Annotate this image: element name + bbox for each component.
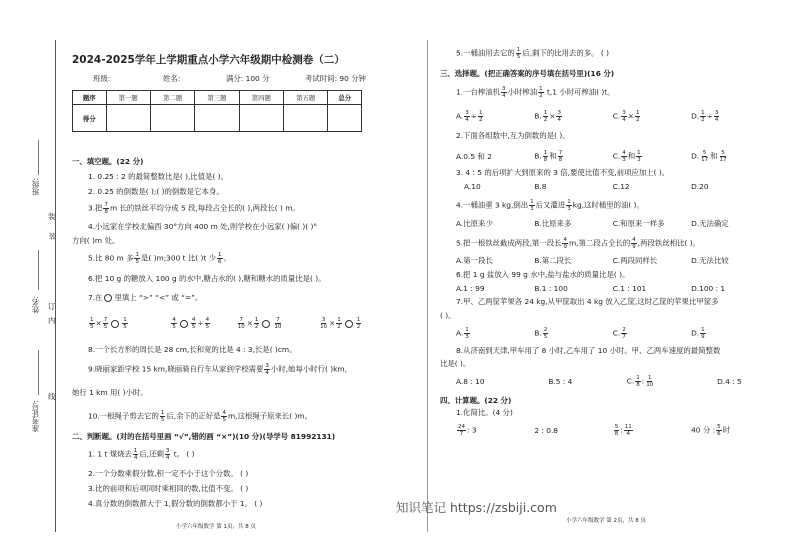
option-c[interactable]: C. $\frac{4}{3}$ 和 $\frac{1}{3}$: [612, 150, 641, 163]
option-a[interactable]: A.8 : 10: [456, 376, 485, 386]
option-c[interactable]: C.12: [612, 182, 630, 191]
option-b[interactable]: B.5 : 4: [548, 376, 573, 386]
circle-icon: [104, 294, 112, 302]
choice-3: 3. 4 : 5 的后项扩大到原来的 3 倍,要使比值不变,前项应加上( )。: [456, 168, 670, 177]
section-choice: 三、选择题。(把正确答案的序号填在括号里)(16 分): [440, 69, 615, 78]
option-a[interactable]: A.1 : 99: [456, 284, 485, 293]
score-table: [72, 90, 362, 132]
info-class: 班级:: [93, 74, 111, 83]
option-d[interactable]: D.无法比较: [691, 256, 729, 265]
compare-circle[interactable]: [180, 320, 188, 328]
choice-2-options: [456, 150, 751, 163]
choice-3-options: [464, 182, 741, 191]
compare-circle[interactable]: [262, 320, 270, 328]
choice-6: 6.把 1 g 盐放入 99 g 水中,盐与盐水的质量比是( )。: [456, 270, 630, 279]
choice-7: 7.甲、乙两筐苹果各 24 kg,从甲筐取出 4 kg 放入乙筐,这时乙筐的苹果比甲筐多: [456, 297, 719, 306]
binding-blank-2: [38, 250, 39, 290]
question-10: 10.一根绳子剪去它的 $\frac{1}{5}$ 后,余下的正好是 $\frac{4}{5}$ m,这根绳子原来长( )m。: [88, 410, 312, 423]
info-time: 考试时间: 90 分钟: [305, 74, 366, 83]
choice-1-options: [456, 110, 751, 123]
option-a[interactable]: A.0.5 和 2: [456, 151, 492, 161]
question-6: 6.把 10 g 的糖放入 100 g 的水中,糖占水的( ),糖和糖水的质量比是( )。: [88, 274, 326, 283]
option-b[interactable]: B. $\frac{1}{8}$ 和 $\frac{7}{8}$: [534, 150, 563, 163]
binding-mark-nei: 内: [48, 316, 56, 325]
table-cell: 第三题: [195, 91, 239, 105]
question-2: 2. 0.25 的倒数是( );( )的倒数是它本身。: [88, 187, 224, 196]
choice-1: 1.一台榨油机 $\frac{3}{4}$ 小时榨油 $\frac{1}{2}$ t,1 小时可榨油( )t。: [456, 86, 615, 99]
choice-7-cont: ( )。: [440, 311, 456, 320]
binding-mark-zhuang: 装: [48, 212, 56, 221]
footer-page-2: 小学六年级数学 第 2页，共 8 页: [566, 518, 646, 524]
option-d[interactable]: D.20: [691, 182, 709, 191]
question-7: 7.在 里填上 “>” “<” 或 “=”。: [88, 293, 203, 302]
option-b[interactable]: B.第二段长: [534, 256, 572, 265]
table-cell: 得分: [73, 105, 107, 132]
question-1: 1. 0.25 : 2 的最简整数比是( ),比值是( )。: [88, 172, 228, 181]
option-b[interactable]: B. $\frac{1}{2}$ × $\frac{3}{4}$: [534, 110, 561, 123]
option-a[interactable]: A.10: [464, 182, 481, 191]
option-d[interactable]: D.无法确定: [691, 219, 729, 228]
binding-name: 姓名:: [31, 296, 40, 314]
judge-5: 5.一桶油用去它的 $\frac{1}{5}$ 后,剩下的比用去的多。 ( ): [456, 47, 610, 60]
table-cell: 题序: [73, 91, 107, 105]
option-c[interactable]: C. $\frac{1}{8}$ : $\frac{1}{10}$: [626, 375, 654, 388]
binding-mark-ding: 订: [48, 302, 56, 311]
compare-circle[interactable]: [345, 320, 353, 328]
question-8: 8.一个长方形的周长是 28 cm,长和宽的比是 4 : 3,长是( )cm。: [88, 345, 297, 354]
binding-marks: 装: [48, 232, 57, 240]
binding-blank-3: [38, 350, 39, 395]
score-entry[interactable]: [239, 105, 283, 132]
option-a[interactable]: A. $\frac{1}{3}$: [456, 327, 469, 340]
option-d[interactable]: D.100 : 1: [691, 284, 726, 293]
option-b[interactable]: B.8: [534, 182, 547, 191]
binding-line: [55, 40, 56, 532]
table-cell: 第四题: [239, 91, 283, 105]
option-d[interactable]: D. $\frac{1}{9}$: [691, 327, 705, 340]
binding-class: 班级:: [31, 178, 40, 196]
binding-exam-no: 准考证号:: [31, 400, 40, 433]
option-d[interactable]: D.4 : 5: [717, 376, 742, 386]
choice-7-options: [456, 327, 751, 340]
choice-5: 5.把一根铁丝截成两段,第一段长 $\frac{4}{9}$ m,第二段占全长的 $\frac{4}{9}$ ,两段铁丝相比( )。: [456, 237, 700, 250]
option-c[interactable]: C.和原来一样多: [612, 219, 665, 228]
choice-2: 2.下面各组数中,互为倒数的是( )。: [456, 131, 570, 140]
score-entry[interactable]: [328, 105, 362, 132]
info-score: 满分: 100 分: [226, 74, 270, 83]
binding-mark-xian: 线: [48, 392, 56, 401]
compare-circle[interactable]: [111, 320, 119, 328]
table-cell: 总分: [328, 91, 362, 105]
score-entry[interactable]: [106, 105, 150, 132]
question-5: 5.比 80 m 多 $\frac{1}{5}$ 是( )m;300 t 比( )t 少 $\frac{1}{6}$ 。: [88, 252, 231, 265]
option-a[interactable]: A. $\frac{3}{4}$ ÷ $\frac{1}{2}$: [456, 110, 483, 123]
calc-ratios: $\frac{24}{7}$ : 3 2 : 0.8 $\frac{5}{8}$ : $\frac{11}{4}$ 40 分 : $\frac{5}{6}$ 时: [458, 424, 730, 437]
question-9-cont: 她行 1 km 用( )小时。: [72, 388, 148, 397]
choice-8-options: [456, 375, 757, 388]
option-c[interactable]: C. $\frac{3}{4}$ × $\frac{1}{2}$: [612, 110, 640, 123]
calc-sub-1: 1.化简比。(4 分): [456, 408, 513, 417]
choice-8: 8.从济南到天津,甲车用了 8 小时,乙车用了 10 小时。甲、乙两车速度的最简整数: [456, 346, 721, 355]
judge-2: 2.一个分数乘假分数,积一定不小于这个分数。 ( ): [88, 469, 249, 478]
option-d[interactable]: D. $\frac{5}{17}$ 和 $\frac{5}{17}$: [691, 150, 727, 163]
section-calc: 四、计算题。(22 分): [440, 396, 512, 405]
choice-6-options: [456, 284, 751, 293]
table-cell: 第一题: [106, 91, 150, 105]
section-fill-blank: 一、填空题。(22 分): [72, 157, 144, 166]
option-b[interactable]: B.1 : 100: [534, 284, 568, 293]
binding-blank-1: [38, 140, 39, 175]
option-a[interactable]: A.第一段长: [456, 256, 493, 265]
option-a[interactable]: A.比原来少: [456, 219, 493, 228]
choice-4: 4.一桶油重 3 kg,倒出 $\frac{1}{3}$ 后又灌进 $\frac{1}{3}$ kg,这时桶里的油( )。: [456, 199, 644, 212]
watermark: 知识笔记 https://zsbiji.com: [396, 500, 557, 515]
judge-1: 1. 1 t 煤烧去 $\frac{1}{4}$ 后,还剩 $\frac{3}{4}$ t。 ( ): [88, 448, 195, 461]
section-judge: 二、判断题。(对的在括号里画 “√”,错的画 “×”)(10 分)(导学号 81992131): [72, 432, 336, 441]
question-9: 9.晓丽家距学校 15 km,晓丽骑自行车从家到学校需要 $\frac{3}{4}$ 小时,她每小时行( )km,: [88, 363, 347, 376]
judge-4: 4.真分数的倒数都大于 1,假分数的倒数都小于 1。 ( ): [88, 499, 263, 508]
option-c[interactable]: C.两段同样长: [612, 256, 658, 265]
question-7-items: $\frac{1}{5}$ × $\frac{7}{5}$ $\frac{1}{5}$ $\frac{4}{5}$ $\frac{4}{5}$ ÷ $\frac{4}{5}$ $\frac{7}{10}$ × $\frac{1}{2}$ $\frac{7}{10}$ $\frac{3}{10}$ × $\frac{1}{2}$ $\frac{1}{2}$: [90, 317, 361, 330]
info-name: 姓名:: [163, 74, 181, 83]
option-b[interactable]: B.比原来多: [534, 219, 572, 228]
judge-3: 3.比的前项和后项同时乘相同的数,比值不变。 ( ): [88, 484, 249, 493]
score-entry[interactable]: [195, 105, 239, 132]
option-d[interactable]: D. $\frac{1}{2}$ ÷ $\frac{3}{4}$: [691, 110, 719, 123]
column-divider: [427, 40, 428, 532]
choice-8-cont: 比是( )。: [440, 359, 471, 368]
page-title: 2024-2025学年上学期重点小学六年级期中检测卷（二）: [72, 54, 345, 66]
question-4: 4.小远家在学校北偏西 30°方向 400 m 处,则学校在小远家( )偏( )( )°: [88, 222, 318, 231]
choice-4-options: [456, 219, 751, 228]
option-c[interactable]: C. $\frac{2}{7}$: [612, 327, 626, 340]
score-entry[interactable]: [284, 105, 328, 132]
table-cell: 第二题: [150, 91, 194, 105]
table-cell: 第五题: [284, 91, 328, 105]
question-4-cont: 方向( )m 处。: [72, 236, 120, 245]
question-3: 3.把 $\frac{7}{8}$ m 长的铁丝平均分成 5 段,每段占全长的( ),两段长( ) m。: [88, 202, 300, 215]
score-entry[interactable]: [150, 105, 194, 132]
footer-page-1: 小学六年级数学 第 1页，共 8 页: [176, 524, 256, 530]
option-b[interactable]: B. $\frac{2}{5}$: [534, 327, 548, 340]
option-c[interactable]: C.1 : 101: [612, 284, 647, 293]
choice-5-options: [456, 256, 751, 265]
